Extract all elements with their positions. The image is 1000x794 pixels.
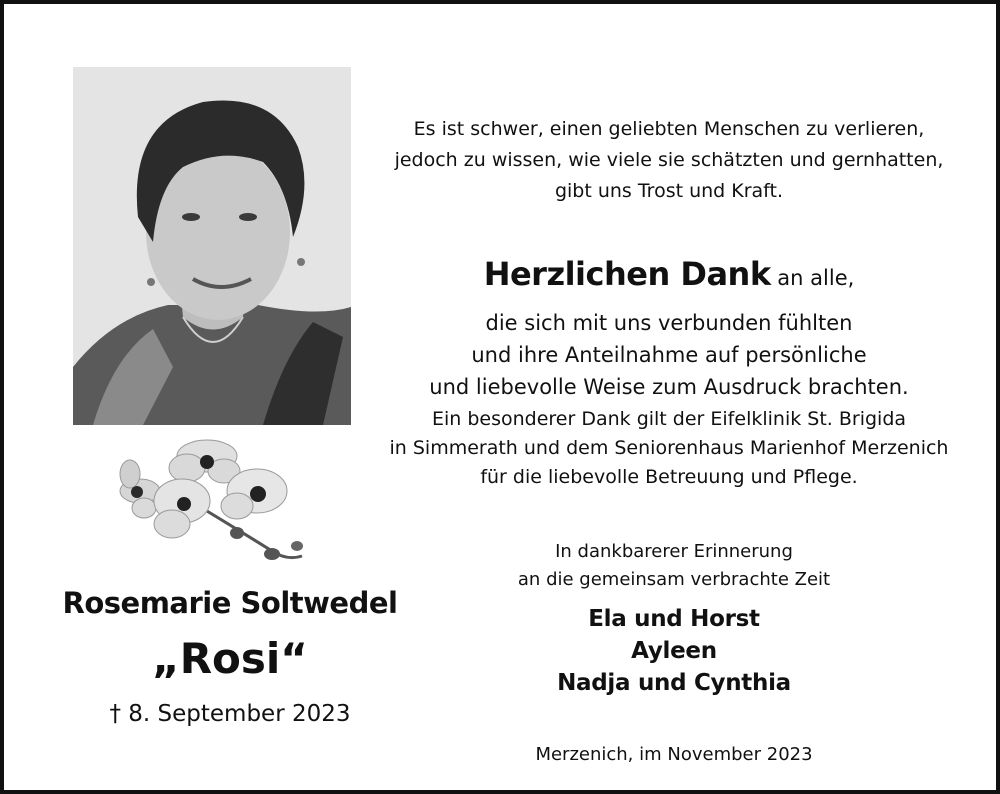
deceased-nickname: „Rosi“: [152, 634, 308, 683]
memory-line: an die gemeinsam verbrachte Zeit: [517, 569, 831, 590]
family-names: [374, 603, 974, 699]
family-line: Ela und Horst: [588, 606, 760, 632]
family-line: Ayleen: [631, 638, 717, 664]
portrait-photo: [73, 67, 351, 425]
thanks-title-suffix: an alle,: [777, 266, 855, 290]
special-thanks-line: in Simmerath und dem Seniorenhaus Marienhof Merzenich: [389, 437, 949, 459]
quote-line: jedoch zu wissen, wie viele sie schätzten und gernhatten,: [394, 149, 944, 171]
quote-line: gibt uns Trost und Kraft.: [554, 180, 784, 202]
special-thanks: [349, 405, 989, 492]
quote-line: Es ist schwer, einen geliebten Menschen zu verlieren,: [413, 118, 925, 140]
memory-block: [374, 538, 974, 594]
special-thanks-line: für die liebevolle Betreuung und Pflege.: [480, 466, 858, 488]
family-line: Nadja und Cynthia: [557, 670, 791, 696]
thanks-body: [349, 307, 989, 403]
death-date: † 8. September 2023: [109, 701, 351, 727]
memory-line: In dankbarerer Erinnerung: [555, 541, 793, 562]
orchid-flower-icon: [112, 436, 312, 566]
thanks-heading: [349, 254, 989, 298]
special-thanks-line: Ein besonderer Dank gilt der Eifelklinik St. Brigida: [431, 408, 907, 430]
place-date: Merzenich, im November 2023: [535, 744, 813, 765]
thanks-title: Herzlichen Dank: [483, 255, 771, 293]
thanks-line: und ihre Anteilnahme auf persönliche: [471, 343, 867, 367]
deceased-name: Rosemarie Soltwedel: [62, 586, 398, 620]
thanks-line: die sich mit uns verbunden fühlten: [485, 311, 853, 335]
thanks-line: und liebevolle Weise zum Ausdruck brachten.: [429, 375, 909, 399]
quote-block: [349, 114, 989, 207]
